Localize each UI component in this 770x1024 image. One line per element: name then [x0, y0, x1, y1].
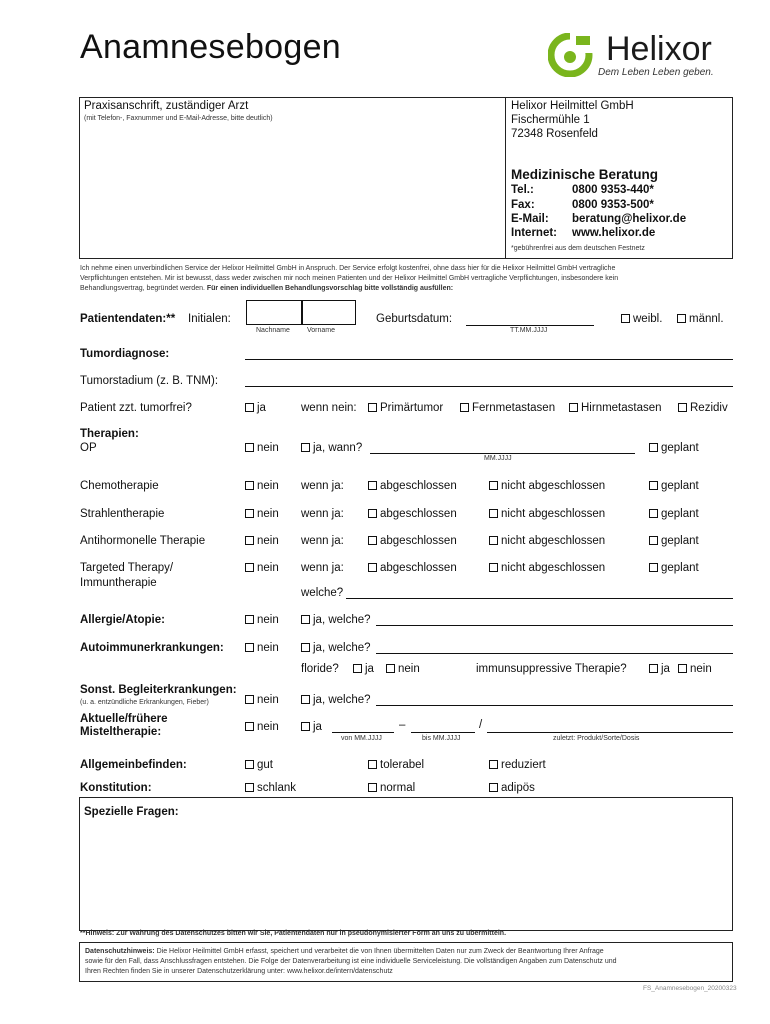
intro-line-3-bold: Für einen individuellen Behandlungsvorschlag bitte vollständig ausfüllen:	[206, 285, 454, 292]
mistel-von-field[interactable]	[332, 732, 394, 733]
antihormon-nicht-abgeschlossen-option[interactable]	[489, 535, 605, 547]
floride-label: floride?	[301, 663, 339, 675]
strahlen-nein-label: nein	[257, 508, 279, 520]
targeted-abgeschlossen-label: abgeschlossen	[380, 562, 457, 574]
patient-label: Patientendaten:**	[80, 313, 176, 325]
chemo-nein-label: nein	[257, 480, 279, 492]
logo-slogan: Dem Leben Leben geben.	[598, 67, 714, 78]
fernmetastasen-option[interactable]	[460, 402, 555, 414]
begleit-nein-checkbox[interactable]	[245, 695, 254, 704]
female-label: weibl.	[633, 313, 663, 325]
allergie-field[interactable]	[376, 625, 733, 626]
tumorstadium-label: Tumorstadium (z. B. TNM):	[80, 375, 219, 387]
begleit-ja-label: ja, welche?	[313, 694, 371, 706]
begleit-ja-checkbox[interactable]	[301, 695, 310, 704]
antihormon-abgeschlossen-checkbox[interactable]	[368, 536, 377, 545]
strahlen-nein-checkbox[interactable]	[245, 509, 254, 518]
datenschutz-label: Datenschutzhinweis:	[85, 948, 155, 955]
targeted-nicht-abgeschlossen-option[interactable]	[489, 562, 605, 574]
begleit-label: Sonst. Begleiterkrankungen:	[80, 684, 237, 696]
allergie-nein-checkbox[interactable]	[245, 615, 254, 624]
konstitution-schlank-label: schlank	[257, 782, 296, 794]
targeted-nein-label: nein	[257, 562, 279, 574]
konstitution-schlank-option[interactable]	[245, 782, 296, 794]
allergie-ja-label: ja, welche?	[313, 614, 371, 626]
mistel-nein-label: nein	[257, 721, 279, 733]
floride-ja-option[interactable]	[353, 663, 374, 675]
mistel-von-caption: von MM.JJJJ	[341, 735, 382, 742]
strahlen-abgeschlossen-label: abgeschlossen	[380, 508, 457, 520]
tumorfrei-ja-label: ja	[257, 402, 266, 414]
nachname-caption: Nachname	[256, 327, 290, 334]
konstitution-adipoes-option[interactable]	[489, 782, 535, 794]
practice-label: Praxisanschrift, zuständiger Arzt	[84, 100, 249, 112]
konstitution-schlank-checkbox[interactable]	[245, 783, 254, 792]
allergie-ja-checkbox[interactable]	[301, 615, 310, 624]
birth-date-field[interactable]	[466, 325, 594, 326]
mail-value[interactable]: beratung@helixor.de	[572, 213, 687, 225]
targeted-geplant-label: geplant	[661, 562, 699, 574]
autoimmun-nein-checkbox[interactable]	[245, 643, 254, 652]
op-ja-checkbox[interactable]	[301, 443, 310, 452]
male-label: männl.	[689, 313, 724, 325]
birth-label: Geburtsdatum:	[376, 313, 453, 325]
address-divider	[505, 97, 506, 259]
mistel-ja-label: ja	[313, 721, 322, 733]
konstitution-label: Konstitution:	[80, 782, 152, 794]
company-city: 72348 Rosenfeld	[511, 128, 598, 140]
practice-address-field[interactable]	[84, 126, 502, 256]
therapien-heading: Therapien:	[80, 428, 139, 440]
mistel-dash: –	[399, 719, 406, 731]
befinden-tolerabel-checkbox[interactable]	[368, 760, 377, 769]
hirnmetastasen-checkbox[interactable]	[569, 403, 578, 412]
immun-ja-checkbox[interactable]	[649, 664, 658, 673]
konstitution-normal-label: normal	[380, 782, 416, 794]
intro-line-3-text: Behandlungsvertrag, begründet werden.	[80, 285, 205, 292]
mistel-label-2: Misteltherapie:	[80, 726, 162, 738]
chemo-geplant-option[interactable]	[649, 480, 699, 492]
mistel-zuletzt-caption: zuletzt: Produkt/Sorte/Dosis	[553, 735, 640, 742]
initial-vorname-field[interactable]	[302, 300, 356, 325]
company-name: Helixor Heilmittel GmbH	[511, 100, 634, 112]
strahlen-wenn-ja: wenn ja:	[301, 508, 344, 520]
begleit-ja-option[interactable]	[301, 694, 371, 706]
strahlen-abgeschlossen-checkbox[interactable]	[368, 509, 377, 518]
company-section: Medizinische Beratung	[511, 167, 659, 182]
mail-label: E-Mail:	[511, 213, 549, 225]
allergie-nein-option[interactable]	[245, 614, 279, 626]
datenschutz-line-3: Ihren Rechten finden Sie in unserer Datenschutzerklärung unter: www.helixor.de/intern/datenschutz	[85, 968, 393, 975]
allergie-ja-option[interactable]	[301, 614, 371, 626]
targeted-label-1: Targeted Therapy/	[80, 562, 174, 574]
logo-brand: Helixor	[606, 30, 712, 68]
chemo-wenn-ja: wenn ja:	[301, 480, 344, 492]
antihormon-geplant-option[interactable]	[649, 535, 699, 547]
befinden-tolerabel-label: tolerabel	[380, 759, 425, 771]
befinden-reduziert-option[interactable]	[489, 759, 546, 771]
immun-nein-checkbox[interactable]	[678, 664, 687, 673]
mistel-ja-checkbox[interactable]	[301, 722, 310, 731]
tumordiagnose-field[interactable]	[245, 359, 733, 360]
chemo-nein-checkbox[interactable]	[245, 481, 254, 490]
targeted-abgeschlossen-option[interactable]	[368, 562, 457, 574]
tel-label: Tel.:	[511, 184, 534, 196]
op-geplant-option[interactable]	[649, 442, 699, 454]
targeted-nicht-abgeschlossen-checkbox[interactable]	[489, 563, 498, 572]
begleit-nein-option[interactable]	[245, 694, 279, 706]
strahlen-geplant-label: geplant	[661, 508, 699, 520]
targeted-label-2: Immuntherapie	[80, 577, 157, 589]
targeted-geplant-checkbox[interactable]	[649, 563, 658, 572]
op-label: OP	[80, 442, 97, 454]
autoimmun-nein-option[interactable]	[245, 642, 279, 654]
male-checkbox[interactable]	[677, 314, 686, 323]
begleit-hint: (u. a. entzündliche Erkrankungen, Fieber)	[80, 699, 209, 706]
male-option[interactable]	[677, 313, 724, 325]
op-ja-option[interactable]	[301, 442, 362, 454]
konstitution-adipoes-checkbox[interactable]	[489, 783, 498, 792]
autoimmun-field[interactable]	[376, 653, 733, 654]
tumorfrei-ja-checkbox[interactable]	[245, 403, 254, 412]
strahlen-nicht-abgeschlossen-checkbox[interactable]	[489, 509, 498, 518]
antihormon-abgeschlossen-option[interactable]	[368, 535, 457, 547]
op-geplant-checkbox[interactable]	[649, 443, 658, 452]
targeted-abgeschlossen-checkbox[interactable]	[368, 563, 377, 572]
birth-format: TT.MM.JJJJ	[510, 327, 548, 334]
chemo-abgeschlossen-label: abgeschlossen	[380, 480, 457, 492]
hirnmetastasen-option[interactable]	[569, 402, 662, 414]
op-date-field[interactable]	[370, 453, 635, 454]
konstitution-adipoes-label: adipös	[501, 782, 535, 794]
tel-value: 0800 9353-440*	[572, 184, 654, 196]
immun-ja-option[interactable]	[649, 663, 670, 675]
fax-label: Fax:	[511, 199, 535, 211]
floride-ja-checkbox[interactable]	[353, 664, 362, 673]
targeted-nein-option[interactable]	[245, 562, 279, 574]
begleit-field[interactable]	[376, 705, 733, 706]
female-option[interactable]	[621, 313, 662, 325]
web-value[interactable]: www.helixor.de	[572, 227, 656, 239]
immun-nein-label: nein	[690, 663, 712, 675]
practice-hint: (mit Telefon-, Faxnummer und E-Mail-Adresse, bitte deutlich)	[84, 115, 273, 122]
mistel-bis-caption: bis MM.JJJJ	[422, 735, 461, 742]
immun-nein-option[interactable]	[678, 663, 712, 675]
op-ja-label: ja, wann?	[313, 442, 363, 454]
strahlen-geplant-option[interactable]	[649, 508, 699, 520]
mistel-produkt-field[interactable]	[487, 732, 733, 733]
vorname-caption: Vorname	[307, 327, 336, 334]
autoimmun-ja-option[interactable]	[301, 642, 371, 654]
targeted-welche-field[interactable]	[346, 598, 733, 599]
chemo-geplant-checkbox[interactable]	[649, 481, 658, 490]
antihormon-geplant-checkbox[interactable]	[649, 536, 658, 545]
chemo-label: Chemotherapie	[80, 480, 159, 492]
rezidiv-label: Rezidiv	[690, 402, 728, 414]
female-checkbox[interactable]	[621, 314, 630, 323]
wenn-nein-label: wenn nein:	[301, 402, 357, 414]
autoimmun-nein-label: nein	[257, 642, 279, 654]
tumordiagnose-label: Tumordiagnose:	[80, 348, 170, 360]
strahlen-geplant-checkbox[interactable]	[649, 509, 658, 518]
chemo-nicht-abgeschlossen-option[interactable]	[489, 480, 605, 492]
datenschutz-line-1	[85, 948, 604, 955]
autoimmun-label: Autoimmunerkrankungen:	[80, 642, 224, 654]
primaertumor-checkbox[interactable]	[368, 403, 377, 412]
antihormon-geplant-label: geplant	[661, 535, 699, 547]
op-nein-option[interactable]	[245, 442, 279, 454]
mistel-ja-option[interactable]	[301, 721, 322, 733]
mistel-nein-checkbox[interactable]	[245, 722, 254, 731]
tumorfrei-label: Patient zzt. tumorfrei?	[80, 402, 192, 414]
chemo-abgeschlossen-option[interactable]	[368, 480, 457, 492]
floride-nein-label: nein	[398, 663, 420, 675]
mistel-bis-field[interactable]	[411, 732, 475, 733]
initials-label: Initialen:	[188, 313, 231, 325]
page-title: Anamnesebogen	[80, 28, 341, 66]
web-label: Internet:	[511, 227, 557, 239]
op-geplant-label: geplant	[661, 442, 699, 454]
autoimmun-ja-checkbox[interactable]	[301, 643, 310, 652]
autoimmun-ja-label: ja, welche?	[313, 642, 371, 654]
befinden-label: Allgemeinbefinden:	[80, 759, 187, 771]
rezidiv-checkbox[interactable]	[678, 403, 687, 412]
initial-nachname-field[interactable]	[246, 300, 302, 325]
datenschutz-line-2: sowie für den Fall, dass Anschlussfragen entstehen. Die Folge der Datenverarbeitung ist eine individuelle Serviceleistung. Die vollständigen Angaben zum Datenschutz und	[85, 958, 617, 965]
antihormon-nicht-abgeschlossen-label: nicht abgeschlossen	[501, 535, 606, 547]
tumorfrei-ja-option[interactable]	[245, 402, 266, 414]
intro-line-1: Ich nehme einen unverbindlichen Service der Helixor Heilmittel GmbH in Anspruch. Der Service erfolgt kostenfrei, ohne dass hier für die Helixor Heilmittel GmbH vertragliche	[80, 265, 616, 272]
datenschutz-text-1: Die Helixor Heilmittel GmbH erfasst, speichert und verarbeitet die von Ihnen übermittelten Daten nur zum Zweck der Beantwortung Ihrer Anfrage	[156, 948, 604, 955]
hirnmetastasen-label: Hirnmetastasen	[581, 402, 662, 414]
befinden-gut-label: gut	[257, 759, 273, 771]
targeted-nicht-abgeschlossen-label: nicht abgeschlossen	[501, 562, 606, 574]
fernmetastasen-label: Fernmetastasen	[472, 402, 556, 414]
spezielle-fragen-label: Spezielle Fragen:	[84, 806, 179, 818]
company-street: Fischermühle 1	[511, 114, 590, 126]
mistel-label-1: Aktuelle/frühere	[80, 713, 168, 725]
primaertumor-option[interactable]	[368, 402, 443, 414]
footer-code: FS_Anamnesebogen_20200323	[643, 985, 737, 992]
konstitution-normal-checkbox[interactable]	[368, 783, 377, 792]
antihormon-nein-label: nein	[257, 535, 279, 547]
befinden-gut-option[interactable]	[245, 759, 273, 771]
strahlen-abgeschlossen-option[interactable]	[368, 508, 457, 520]
immun-label: immunsuppressive Therapie?	[476, 663, 627, 675]
strahlen-label: Strahlentherapie	[80, 508, 165, 520]
strahlen-nicht-abgeschlossen-label: nicht abgeschlossen	[501, 508, 606, 520]
chemo-abgeschlossen-checkbox[interactable]	[368, 481, 377, 490]
chemo-nicht-abgeschlossen-label: nicht abgeschlossen	[501, 480, 606, 492]
chemo-geplant-label: geplant	[661, 480, 699, 492]
floride-ja-label: ja	[365, 663, 374, 675]
intro-line-2: Verpflichtungen entstehen. Mir ist bewusst, dass weder zwischen mir noch meinen Patienten und der Helixor Heilmittel GmbH vertragliche Verpflichtungen, insbesondere kein	[80, 275, 619, 282]
op-nein-label: nein	[257, 442, 279, 454]
helixor-logo-icon	[548, 33, 596, 77]
antihormon-abgeschlossen-label: abgeschlossen	[380, 535, 457, 547]
allergie-label: Allergie/Atopie:	[80, 614, 165, 626]
befinden-tolerabel-option[interactable]	[368, 759, 424, 771]
op-date-format: MM.JJJJ	[484, 455, 512, 462]
targeted-wenn-ja: wenn ja:	[301, 562, 344, 574]
tumorstadium-field[interactable]	[245, 386, 733, 387]
floride-nein-option[interactable]	[386, 663, 420, 675]
chemo-nicht-abgeschlossen-checkbox[interactable]	[489, 481, 498, 490]
strahlen-nicht-abgeschlossen-option[interactable]	[489, 508, 605, 520]
befinden-reduziert-checkbox[interactable]	[489, 760, 498, 769]
begleit-nein-label: nein	[257, 694, 279, 706]
targeted-nein-checkbox[interactable]	[245, 563, 254, 572]
intro-line-3	[80, 285, 453, 292]
phone-note: *gebührenfrei aus dem deutschen Festnetz	[511, 245, 645, 252]
antihormon-nein-option[interactable]	[245, 535, 279, 547]
antihormon-nicht-abgeschlossen-checkbox[interactable]	[489, 536, 498, 545]
hinweis-text: **Hinweis: Zur Wahrung des Datenschutzes bitten wir Sie, Patientendaten nur in pseudonymisierter Form an uns zu übermitteln.	[80, 930, 507, 937]
immun-ja-label: ja	[661, 663, 670, 675]
strahlen-nein-option[interactable]	[245, 508, 279, 520]
mistel-nein-option[interactable]	[245, 721, 279, 733]
antihormon-label: Antihormonelle Therapie	[80, 535, 206, 547]
primaertumor-label: Primärtumor	[380, 402, 444, 414]
antihormon-wenn-ja: wenn ja:	[301, 535, 344, 547]
targeted-geplant-option[interactable]	[649, 562, 699, 574]
antihormon-nein-checkbox[interactable]	[245, 536, 254, 545]
chemo-nein-option[interactable]	[245, 480, 279, 492]
allergie-nein-label: nein	[257, 614, 279, 626]
rezidiv-option[interactable]	[678, 402, 728, 414]
fernmetastasen-checkbox[interactable]	[460, 403, 469, 412]
konstitution-normal-option[interactable]	[368, 782, 415, 794]
op-nein-checkbox[interactable]	[245, 443, 254, 452]
mistel-slash: /	[479, 719, 483, 731]
floride-nein-checkbox[interactable]	[386, 664, 395, 673]
targeted-welche-label: welche?	[301, 587, 344, 599]
befinden-reduziert-label: reduziert	[501, 759, 546, 771]
fax-value: 0800 9353-500*	[572, 199, 654, 211]
befinden-gut-checkbox[interactable]	[245, 760, 254, 769]
